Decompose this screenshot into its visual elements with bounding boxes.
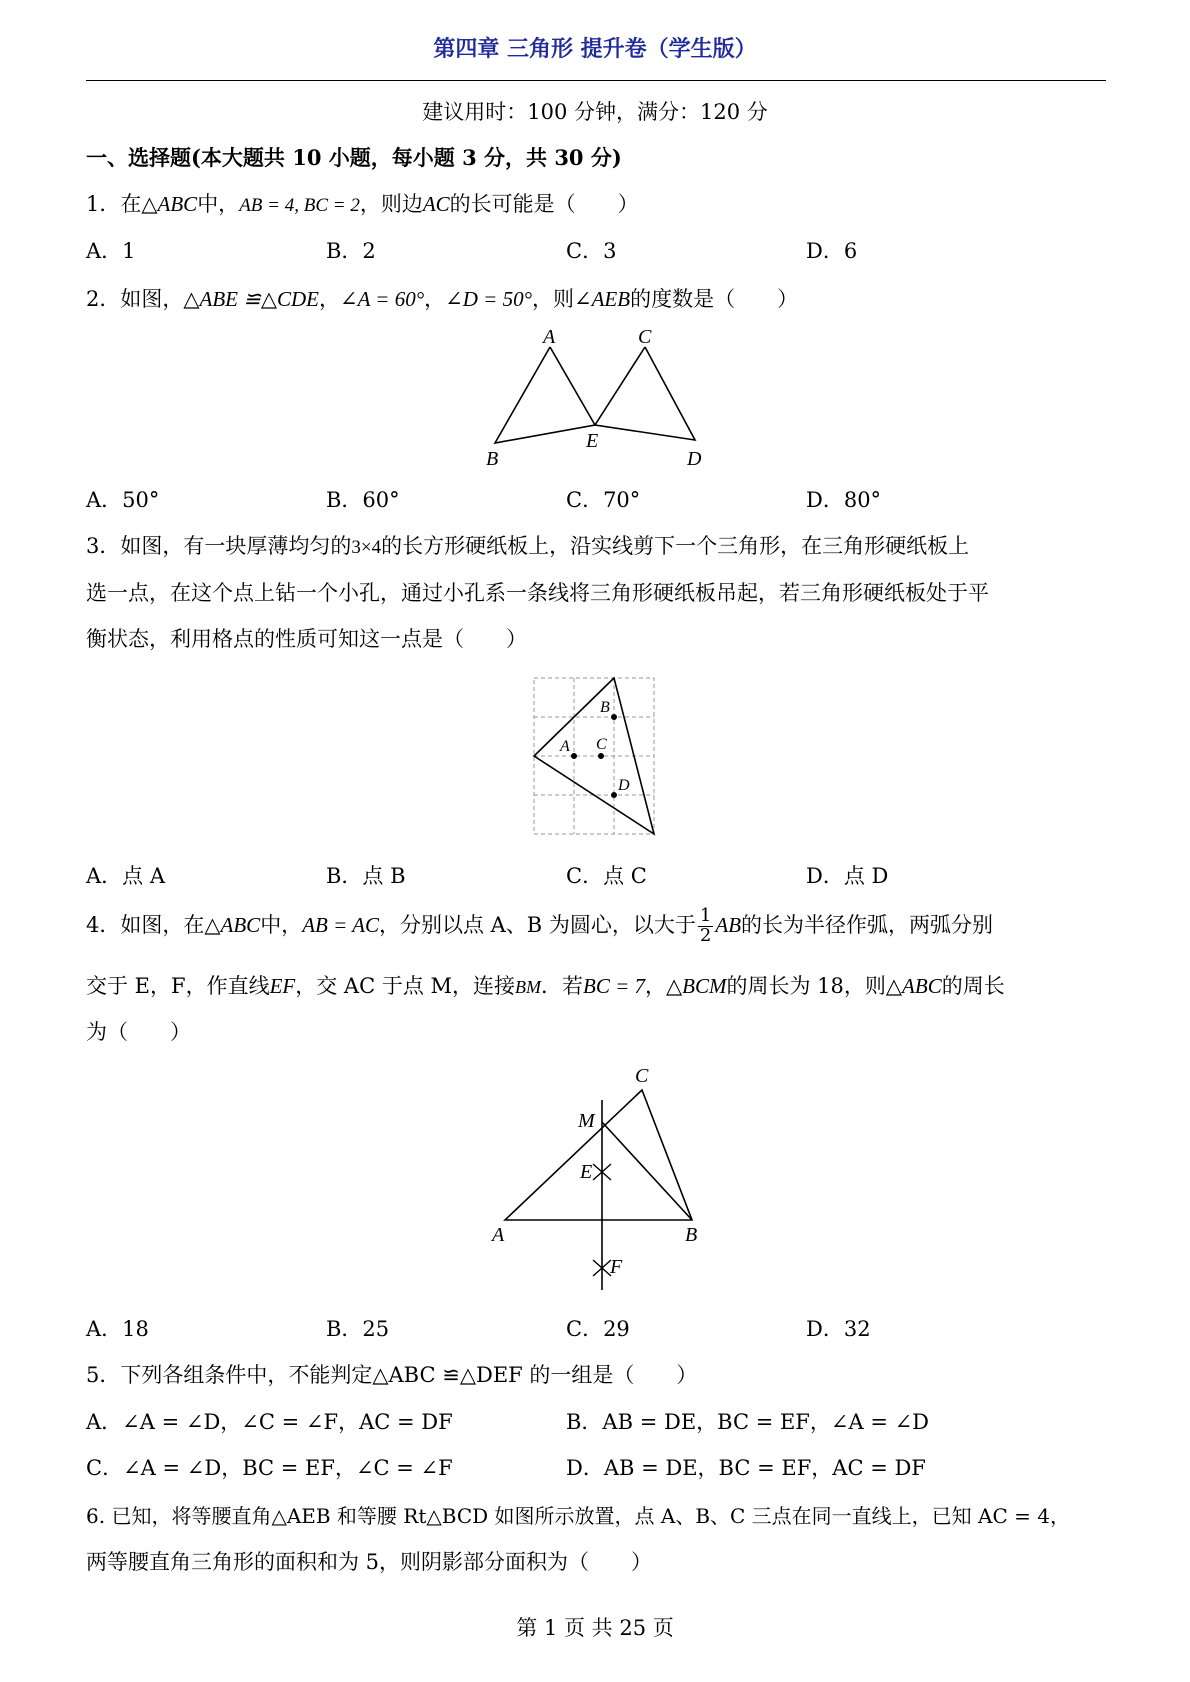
q2-label-c: C [638, 326, 652, 348]
q2-text: 的度数是（ ） [630, 287, 799, 311]
q3-point-d [611, 792, 617, 798]
q2-label-e: E [586, 430, 599, 452]
q5-option-d[interactable]: D．AB = DE，BC = EF，AC = DF [566, 1456, 926, 1480]
q6-line-2: 两等腰直角三角形的面积和为 5，则阴影部分面积为（ ） [86, 1550, 653, 1574]
q4-label-e: E [580, 1161, 593, 1183]
q1-option-c[interactable]: C．3 [566, 239, 617, 263]
q2-option-a[interactable]: A．50° [86, 488, 160, 512]
q4-text: ，交 AC 于点 M，连接 [295, 974, 515, 998]
q4-text: 的周长为 18，则 [726, 974, 886, 998]
q2-triangle-cde [595, 347, 695, 440]
q1-ac: AC [422, 192, 450, 216]
q2-figure [480, 325, 720, 475]
q4-line-3: 为（ ） [86, 1020, 191, 1044]
q3-option-c[interactable]: C．点 C [566, 864, 647, 888]
q3-line-3: 衡状态，利用格点的性质可知这一点是（ ） [86, 627, 527, 651]
q4-text: 的周长 [941, 974, 1005, 998]
q4-text: ，分别以点 A、B 为圆心，以大于 [378, 913, 696, 937]
q4-label-f: F [610, 1256, 623, 1278]
q1-text: 的长可能是（ ） [449, 192, 639, 216]
header-rule [86, 80, 1106, 81]
q2-triangle-abe [495, 347, 595, 443]
q2-label-b: B [486, 448, 499, 470]
page-footer: 第 1 页 共 25 页 [516, 1616, 674, 1640]
q3-grid [534, 678, 654, 834]
q2-label-a: A [543, 326, 556, 348]
q2-angle-a: ∠A = 60° [340, 287, 425, 311]
q5-option-c[interactable]: C．∠A = ∠D，BC = EF，∠C = ∠F [86, 1456, 453, 1480]
q4-ab: AB [715, 913, 742, 937]
q2-label-d: D [687, 448, 702, 470]
q2-congruence: △ABE ≌△CDE [183, 287, 320, 311]
q4-text: 的长为半径作弧，两弧分别 [741, 913, 994, 937]
q2-stem [86, 283, 798, 313]
q4-option-b[interactable]: B．25 [326, 1317, 390, 1341]
q2-text: ，则 [531, 287, 574, 311]
q3-line-1 [86, 530, 969, 560]
q3-point-b [611, 714, 617, 720]
q4-option-c[interactable]: C．29 [566, 1317, 630, 1341]
q3-label-c: C [596, 736, 607, 753]
q3-text: 3．如图，有一块厚薄均匀的 [86, 534, 352, 558]
q3-option-a[interactable]: A．点 A [86, 864, 166, 888]
q2-text: ， [424, 287, 446, 311]
q5-option-b[interactable]: B．AB = DE，BC = EF，∠A = ∠D [566, 1410, 930, 1434]
q4-fraction [698, 907, 713, 946]
q4-bc: BC = 7 [583, 974, 646, 998]
q2-angle-aeb: ∠AEB [573, 287, 631, 311]
q4-text: 中， [260, 913, 303, 937]
q5-stem: 5．下列各组条件中，不能判定△ABC ≌△DEF 的一组是（ ） [86, 1363, 698, 1387]
q4-triangle-abc [505, 1090, 692, 1220]
q4-text: 4．如图，在 [86, 913, 205, 937]
q4-bcm: △BCM [666, 974, 727, 998]
q1-stem [86, 188, 639, 218]
q1-option-a[interactable]: A．1 [86, 239, 136, 263]
q4-triangle-2: △ABC [885, 974, 942, 998]
q3-option-b[interactable]: B．点 B [326, 864, 406, 888]
q3-point-c [598, 753, 604, 759]
q2-angle-d: ∠D = 50° [445, 287, 532, 311]
q4-option-d[interactable]: D．32 [806, 1317, 871, 1341]
q4-line-2 [86, 970, 1005, 1000]
q1-text: 中， [197, 192, 240, 216]
q4-label-b: B [685, 1224, 698, 1246]
q1-triangle: △ABC [141, 192, 198, 216]
q4-label-m: M [578, 1110, 595, 1132]
q3-label-b: B [600, 699, 610, 716]
q3-label-d: D [618, 777, 630, 794]
q4-line-1 [86, 903, 993, 947]
q2-text: ， [319, 287, 341, 311]
q4-segment-bm [602, 1122, 692, 1220]
q3-line-2: 选一点，在这个点上钻一个小孔，通过小孔系一条线将三角形硬纸板吊起，若三角形硬纸板处于平 [86, 581, 989, 605]
q2-option-b[interactable]: B．60° [326, 488, 400, 512]
q1-condition: AB = 4, BC = 2 [239, 195, 360, 216]
q4-text: ， [645, 974, 667, 998]
exam-info: 建议用时：100 分钟，满分：120 分 [422, 100, 768, 124]
q1-option-d[interactable]: D．6 [806, 239, 858, 263]
page-title: 第四章 三角形 提升卷（学生版） [433, 36, 757, 62]
q4-triangle: △ABC [204, 913, 261, 937]
q4-text: 交于 E，F，作直线 [86, 974, 270, 998]
q3-text: 的长方形硬纸板上，沿实线剪下一个三角形，在三角形硬纸板上 [381, 534, 970, 558]
q4-bm: BM [515, 977, 541, 997]
q4-frac-num: 1 [699, 905, 712, 927]
q4-frac-den: 2 [699, 925, 712, 946]
q4-label-a: A [492, 1224, 505, 1246]
q4-text: ．若 [541, 974, 583, 998]
q4-equal-sides: AB = AC [302, 913, 379, 937]
q4-label-c: C [635, 1065, 649, 1087]
q3-figure [532, 676, 656, 836]
q3-label-a: A [560, 738, 570, 755]
q2-option-c[interactable]: C．70° [566, 488, 641, 512]
q2-text: 2．如图， [86, 287, 184, 311]
q6-line-1: 6. 已知，将等腰直角△AEB 和等腰 Rt△BCD 如图所示放置，点 A、B、C 三点在同一直线上，已知 AC = 4， [86, 1504, 1070, 1528]
q1-option-b[interactable]: B．2 [326, 239, 376, 263]
q3-point-a [571, 753, 577, 759]
q3-dims: 3×4 [351, 537, 382, 558]
q2-option-d[interactable]: D．80° [806, 488, 882, 512]
q4-figure [480, 1060, 720, 1290]
q4-option-a[interactable]: A．18 [86, 1317, 149, 1341]
q3-option-d[interactable]: D．点 D [806, 864, 889, 888]
q1-text: ，则边 [359, 192, 423, 216]
section-heading: 一、选择题(本大题共 10 小题，每小题 3 分，共 30 分) [86, 145, 622, 170]
q4-ef: EF [269, 974, 296, 998]
q1-text: 1．在 [86, 192, 142, 216]
q5-option-a[interactable]: A．∠A = ∠D，∠C = ∠F，AC = DF [86, 1410, 453, 1434]
